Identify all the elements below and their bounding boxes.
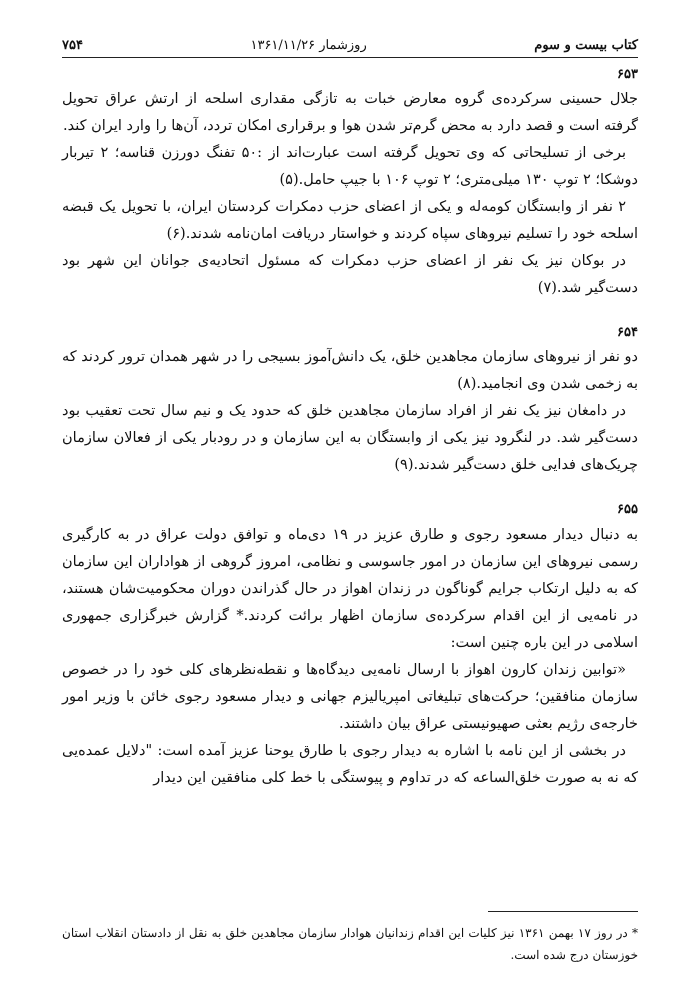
entry-number: ۶۵۳ <box>617 67 638 82</box>
entry-655 <box>62 501 638 791</box>
paragraph: برخی از تسلیحاتی که وی تحویل گرفته است عبارت‌اند از :۵۰ تفنگ دورزن قناسه؛ ۲ تیربار دوشکا؛ ۲ توپ ۱۳۰ میلی‌متری؛ ۲ توپ ۱۰۶ با جیپ حامل.(۵) <box>62 145 638 189</box>
document-page <box>62 24 638 974</box>
entry-653 <box>62 66 638 302</box>
paragraph: «توابین زندان کارون اهواز با ارسال نامه‌یی دیدگاه‌ها و نقطه‌نظرهای کلی خود را در خصوص سازمان منافقین؛ حرکت‌های تبلیغاتی امپریالیزم جهانی و دیدار مسعود رجوی خائن با وزیر امور خارجه‌ی رژیم بعثی صهیونیستی عراق بیان داشتند. <box>62 661 638 732</box>
diary-date: روزشمار ۱۳۶۱/۱۱/۲۶ <box>250 38 367 54</box>
paragraph: دو نفر از نیروهای سازمان مجاهدین خلق، یک دانش‌آموز بسیجی را در شهر همدان ترور کردند که به زخمی شدن وی انجامید.(۸) <box>62 349 638 393</box>
paragraph: به دنبال دیدار مسعود رجوی و طارق عزیز در ۱۹ دی‌ماه و توافق دولت عراق در به کارگیری رسمی نیروهای این سازمان در امور جاسوسی و نظامی، امروز گروهی از هواداران این سازمان که به دلیل ارتکاب جرایم گوناگون در زندان اهواز در حال گذراندن دوران محکومیت‌شان هستند، در نامه‌یی از این اقدام سرکرده‌ی سازمان اظهار برائت کردند.* گزارش خبرگزاری جمهوری اسلامی در این باره چنین است: <box>62 526 639 651</box>
book-title: کتاب بیست و سوم <box>534 38 638 54</box>
entry-654 <box>62 324 638 479</box>
paragraph: در بوکان نیز یک نفر از اعضای حزب دمکرات که مسئول اتحادیه‌ی جوانان این شهر بود دست‌گیر شد.(۷) <box>62 253 638 297</box>
paragraph: در بخشی از این نامه با اشاره به دیدار رجوی با طارق یوحنا عزیز آمده است: "دلایل عمده‌یی که نه به صورت خلق‌الساعه که در تداوم و پیوستگی با خط کلی منافقین این دیدار <box>62 742 638 786</box>
footnote-divider <box>488 911 638 912</box>
entry-number: ۶۵۵ <box>617 502 638 518</box>
footnote: * در روز ۱۷ بهمن ۱۳۶۱ نیز کلیات این اقدام زندانیان هوادار سازمان مجاهدین خلق به نقل از دادستان انقلاب استان خوزستان درج شده است. <box>62 926 639 962</box>
paragraph: جلال حسینی سرکرده‌ی گروه معارض خبات به تازگی مقداری اسلحه از ارتش عراق تحویل گرفته است و قصد دارد به محض گرم‌تر شدن هوا و برقراری امکان تردد، آن‌ها را وارد ایران کند. <box>62 91 638 135</box>
running-header <box>62 24 638 58</box>
paragraph: در دامغان نیز یک نفر از افراد سازمان مجاهدین خلق که حدود یک و نیم سال تحت تعقیب بود دست‌گیر شد. در لنگرود نیز یکی از وابستگان به این سازمان و در رودبار یکی از فعالان سازمان چریک‌های فدایی خلق دست‌گیر شدند.(۹) <box>62 403 638 474</box>
paragraph: ۲ نفر از وابستگان کومه‌له و یکی از اعضای حزب دمکرات کردستان ایران، با تحویل یک قبضه اسلحه خود را تسلیم نیروهای سپاه کردند و خواستار دریافت امان‌نامه شدند.(۶) <box>62 199 638 243</box>
entry-number: ۶۵۴ <box>617 325 638 341</box>
page-number: ۷۵۴ <box>62 38 83 54</box>
